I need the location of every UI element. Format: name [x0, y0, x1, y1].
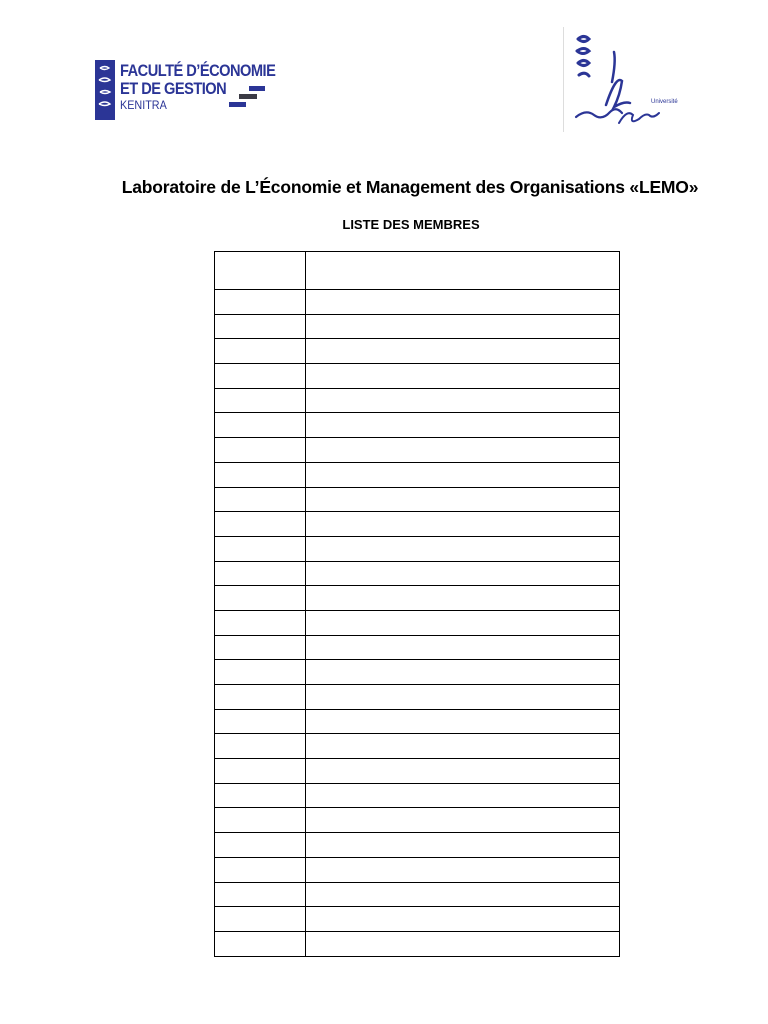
- table-cell: [215, 388, 306, 413]
- table-cell: [215, 808, 306, 833]
- table-cell: [306, 462, 620, 487]
- faculty-name-line2: ET DE GESTION: [120, 79, 227, 98]
- table-row: [215, 290, 620, 315]
- table-row: [215, 931, 620, 956]
- table-cell: [215, 536, 306, 561]
- table-cell: [306, 610, 620, 635]
- table-cell: [215, 413, 306, 438]
- table-cell: [306, 882, 620, 907]
- table-row: [215, 734, 620, 759]
- table-row: [215, 635, 620, 660]
- table-cell: [215, 339, 306, 364]
- table-cell: [215, 931, 306, 956]
- table-cell: [306, 931, 620, 956]
- table-cell: [306, 512, 620, 537]
- table-row: [215, 660, 620, 685]
- lab-title: Laboratoire de L’Économie et Management des Organisations «LEMO»: [121, 177, 699, 197]
- table-cell: [306, 290, 620, 315]
- faculty-city: KENITRA: [120, 98, 167, 112]
- table-row: [215, 882, 620, 907]
- table-row: [215, 783, 620, 808]
- faculty-logo: [95, 60, 276, 120]
- table-cell: [215, 610, 306, 635]
- table-cell: [306, 314, 620, 339]
- members-table: [214, 251, 620, 957]
- table-cell: [215, 487, 306, 512]
- table-cell: [306, 339, 620, 364]
- table-cell: [215, 290, 306, 315]
- table-row: [215, 438, 620, 463]
- table-cell: [215, 783, 306, 808]
- table-cell: [306, 561, 620, 586]
- faculty-logo-emblem-icon: [95, 60, 115, 120]
- table-cell: [215, 709, 306, 734]
- table-cell: [215, 857, 306, 882]
- table-cell: [215, 364, 306, 389]
- table-cell: [215, 759, 306, 784]
- table-cell: [215, 685, 306, 710]
- university-logo: [563, 27, 678, 132]
- table-row: [215, 907, 620, 932]
- table-header-cell: [306, 252, 620, 290]
- table-cell: [306, 536, 620, 561]
- table-cell: [306, 635, 620, 660]
- table-cell: [215, 882, 306, 907]
- table-cell: [306, 685, 620, 710]
- table-cell: [215, 635, 306, 660]
- table-cell: [306, 857, 620, 882]
- faculty-name-line1: FACULTÉ D’ÉCONOMIE: [120, 61, 276, 80]
- table-cell: [306, 808, 620, 833]
- table-cell: [215, 561, 306, 586]
- table-row: [215, 685, 620, 710]
- table-cell: [215, 586, 306, 611]
- table-row: [215, 339, 620, 364]
- table-cell: [306, 438, 620, 463]
- table-row: [215, 808, 620, 833]
- table-cell: [215, 438, 306, 463]
- table-row: [215, 314, 620, 339]
- table-row: [215, 833, 620, 858]
- table-row: [215, 561, 620, 586]
- table-cell: [215, 314, 306, 339]
- table-cell: [215, 833, 306, 858]
- table-cell: [306, 783, 620, 808]
- faculty-logo-text: [120, 62, 301, 111]
- table-cell: [215, 462, 306, 487]
- table-cell: [215, 660, 306, 685]
- table-cell: [306, 487, 620, 512]
- table-row: [215, 586, 620, 611]
- table-header-row: [215, 252, 620, 290]
- table-cell: [306, 413, 620, 438]
- table-cell: [306, 364, 620, 389]
- table-cell: [215, 734, 306, 759]
- table-row: [215, 487, 620, 512]
- table-cell: [306, 833, 620, 858]
- table-cell: [306, 709, 620, 734]
- table-row: [215, 462, 620, 487]
- table-row: [215, 413, 620, 438]
- list-title: LISTE DES MEMBRES: [342, 217, 480, 232]
- university-caption: Université: [651, 99, 678, 105]
- table-row: [215, 364, 620, 389]
- table-row: [215, 512, 620, 537]
- table-cell: [306, 660, 620, 685]
- table-row: [215, 759, 620, 784]
- faculty-logo-stairs-icon: [228, 86, 268, 112]
- table-cell: [306, 734, 620, 759]
- table-cell: [306, 388, 620, 413]
- table-header-cell: [215, 252, 306, 290]
- table-cell: [306, 586, 620, 611]
- table-row: [215, 610, 620, 635]
- university-emblem-icon: [564, 27, 674, 132]
- table-cell: [215, 512, 306, 537]
- table-row: [215, 709, 620, 734]
- table-cell: [306, 907, 620, 932]
- table-cell: [306, 759, 620, 784]
- table-row: [215, 388, 620, 413]
- table-row: [215, 536, 620, 561]
- table-row: [215, 857, 620, 882]
- table-cell: [215, 907, 306, 932]
